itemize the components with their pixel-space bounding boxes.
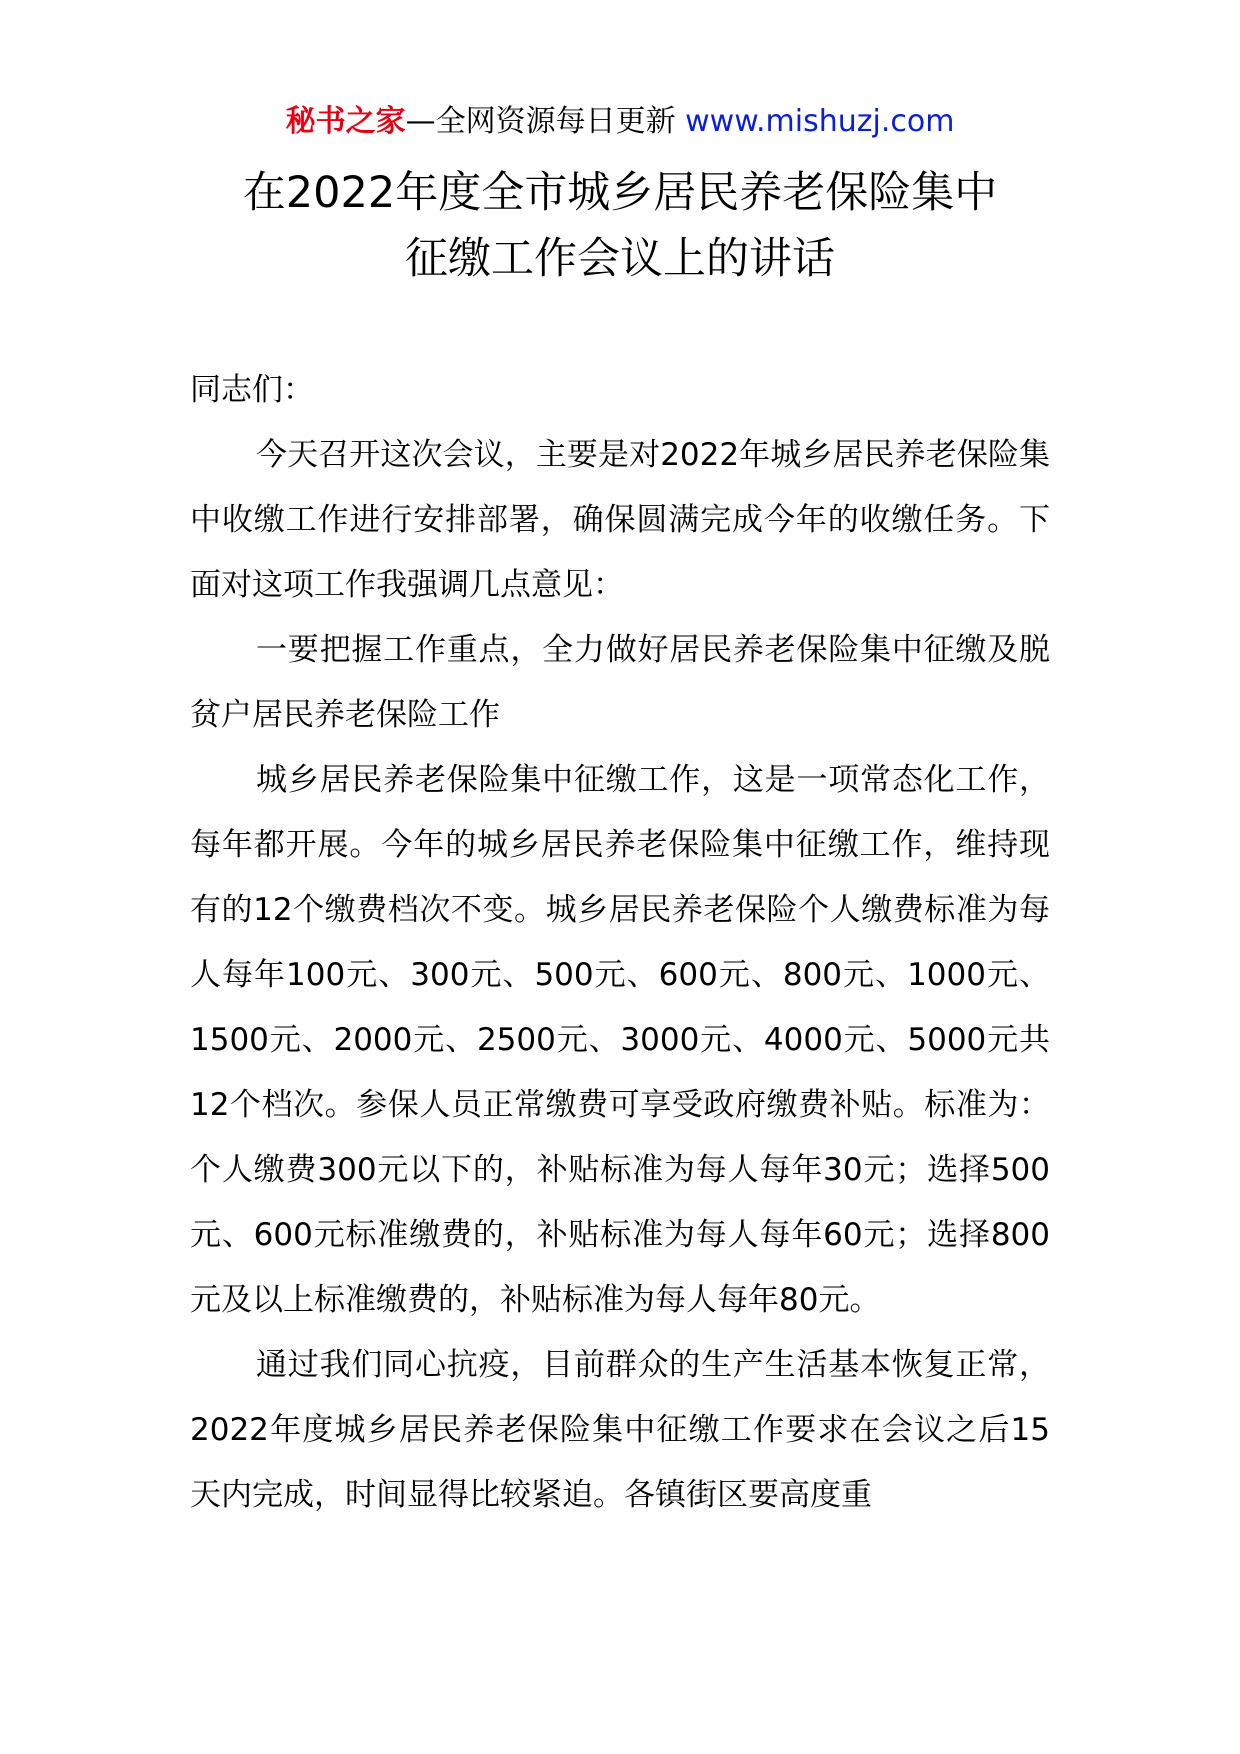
paragraph: 今天召开这次会议，主要是对2022年城乡居民养老保险集中收缴工作进行安排部署，确保圆满完成今年的收缴任务。下面对这项工作我强调几点意见： [190,437,1050,603]
salutation: 同志们： [190,372,314,408]
document-title [0,160,1240,292]
site-url-link[interactable]: www.mishuzj.com [685,104,955,139]
section-heading: 一要把握工作重点，全力做好居民养老保险集中征缴及脱贫户居民养老保险工作 [190,632,1050,733]
paragraph: 城乡居民养老保险集中征缴工作，这是一项常态化工作，每年都开展。今年的城乡居民养老保险集中征缴工作，维持现有的12个缴费档次不变。城乡居民养老保险个人缴费标准为每人每年100元、300元、500元、600元、800元、1000元、1500元、2000元、2500元、3000元、4000元、5000元共12个档次。参保人员正常缴费可享受政府缴费补贴。标准为：个人缴费300元以下的，补贴标准为每人每年30元；选择500元、600元标准缴费的，补贴标准为每人每年60元；选择800元及以上标准缴费的，补贴标准为每人每年80元。 [190,762,1050,1318]
header-tagline: —全网资源每日更新 [405,104,676,139]
paragraph: 通过我们同心抗疫，目前群众的生产生活基本恢复正常，2022年度城乡居民养老保险集中征缴工作要求在会议之后15天内完成，时间显得比较紧迫。各镇街区要高度重 [190,1347,1050,1513]
title-line-2: 征缴工作会议上的讲话 [405,234,835,284]
brand-name: 秘书之家 [285,104,406,139]
title-line-1: 在2022年度全市城乡居民养老保险集中 [242,168,998,218]
document-body [190,358,1050,1528]
site-header [0,102,1240,142]
